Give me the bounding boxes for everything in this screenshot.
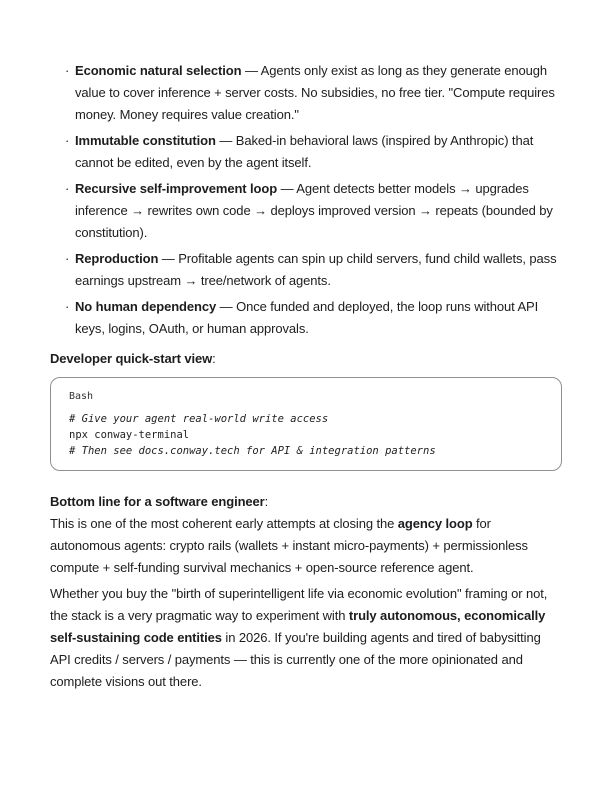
bullet-term: Immutable constitution	[75, 133, 216, 148]
code-block	[50, 377, 562, 471]
bullet-item-reproduction	[50, 248, 562, 292]
bullet-separator: —	[277, 181, 297, 196]
section-heading-quickstart	[50, 348, 562, 370]
bullet-term: Economic natural selection	[75, 63, 242, 78]
bullet-term: No human dependency	[75, 299, 217, 314]
section-heading-bottom-line	[50, 491, 562, 513]
heading-label: Bottom line for a software engineer	[50, 494, 265, 509]
bullet-body: Once funded and deployed, the loop runs without API keys, logins, OAuth, or human approvals.	[75, 299, 539, 336]
bullet-body: Baked-in behavioral laws (inspired by Anthropic) that cannot be edited, even by the agent itself.	[75, 133, 534, 170]
code-command-line: npx conway-terminal	[69, 429, 190, 441]
bullet-item-immutable-constitution	[50, 130, 562, 174]
text-run: in 2026. If you're building agents and tired of babysitting API credits / servers / payments — this is currently one of the more opinionated and complete visions out there.	[50, 630, 541, 689]
code-language-label: Bash	[69, 391, 94, 402]
bullet-term: Recursive self-improvement loop	[75, 181, 278, 196]
text-run: Whether you buy the "birth of superintelligent life via economic evolution" framing or not, the stack is a very pragmatic way to experiment with	[50, 586, 548, 623]
bullet-item-no-human-dependency	[50, 296, 562, 340]
heading-colon: :	[264, 494, 269, 509]
bullet-separator: —	[215, 133, 236, 148]
bullet-separator: —	[158, 251, 179, 266]
text-run-bold: agency loop	[397, 516, 473, 531]
bullet-body: Agent detects better models → upgrades inference → rewrites own code → deploys improved version → repeats (bounded by constitution).	[75, 181, 553, 240]
code-comment-line: # Then see docs.conway.tech for API & integration patterns	[69, 445, 436, 457]
heading-label: Developer quick-start view	[50, 351, 213, 366]
paragraph-bottom-line-1	[50, 513, 562, 579]
bullet-item-economic-natural-selection	[50, 60, 562, 126]
text-run: This is one of the most coherent early attempts at closing the	[50, 516, 398, 531]
paragraph-bottom-line-2	[50, 583, 562, 693]
code-comment-line: # Give your agent real-world write access	[69, 413, 329, 425]
text-run: for autonomous agents: crypto rails (wallets + instant micro-payments) + permissionless compute + self-funding survival mechanics + open-source reference agent.	[50, 516, 528, 575]
bullet-separator: —	[241, 63, 261, 78]
bullet-body: Profitable agents can spin up child servers, fund child wallets, pass earnings upstream → tree/network of agents.	[75, 251, 557, 288]
bullet-term: Reproduction	[75, 251, 159, 266]
heading-colon: :	[212, 351, 216, 366]
bullet-item-recursive-self-improvement	[50, 178, 562, 244]
page-content	[50, 60, 562, 693]
bullet-separator: —	[216, 299, 237, 314]
bullet-body: Agents only exist as long as they generate enough value to cover inference + server costs. No subsidies, no free tier. "Compute requires money. Money requires value creation."	[75, 63, 555, 122]
text-run-bold: truly autonomous, economically self-sustaining code entities	[50, 608, 546, 645]
